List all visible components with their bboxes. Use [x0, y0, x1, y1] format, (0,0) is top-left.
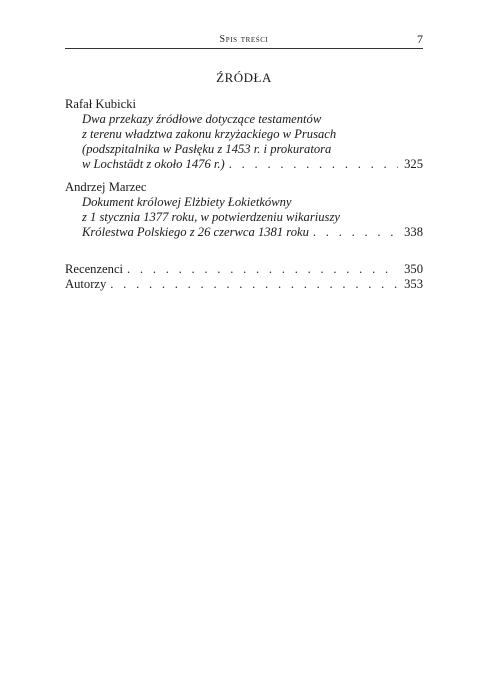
entry-title-line: z 1 stycznia 1377 roku, w potwierdzeniu wikariuszy: [82, 210, 340, 224]
toc-entry: [65, 97, 423, 172]
entry-page-number: 325: [404, 157, 423, 171]
toc-entry: [65, 180, 423, 240]
entry-title-line: (podszpitalnika w Pasłęku z 1453 r. i prokuratora: [82, 142, 332, 156]
entry-author: Rafał Kubicki: [65, 97, 136, 111]
back-matter: [65, 262, 423, 292]
entry-title-line: Królestwa Polskiego z 26 czerwca 1381 roku: [82, 225, 309, 239]
dot-leader: [123, 262, 398, 277]
running-title: Spis treści: [219, 34, 269, 45]
entry-title-line: w Lochstädt z około 1476 r.): [82, 157, 225, 171]
page-number: 7: [417, 32, 423, 46]
toc-entry-authors: [65, 277, 423, 292]
running-head: [65, 34, 423, 49]
entry-label: Recenzenci: [65, 262, 124, 276]
entry-title-line: Dokument królowej Elżbiety Łokietkówny: [82, 195, 292, 209]
dot-leader: [225, 157, 398, 172]
entry-label: Autorzy: [65, 277, 107, 291]
entry-title-leader: [65, 225, 423, 240]
toc-entry-reviewers: [65, 262, 423, 277]
entry-title-line: z terenu władztwa zakonu krzyżackiego w Prusach: [82, 127, 337, 141]
entry-page-number: 338: [404, 225, 423, 239]
entry-page-number: 350: [404, 262, 423, 276]
entry-title-line: Dwa przekazy źródłowe dotyczące testamentów: [82, 112, 322, 126]
section-heading: ŹRÓDŁA: [216, 70, 272, 85]
entry-author: Andrzej Marzec: [65, 180, 147, 194]
entry-page-number: 353: [404, 277, 423, 291]
entry-title-leader: [65, 157, 423, 172]
dot-leader: [309, 225, 398, 240]
dot-leader: [106, 277, 398, 292]
